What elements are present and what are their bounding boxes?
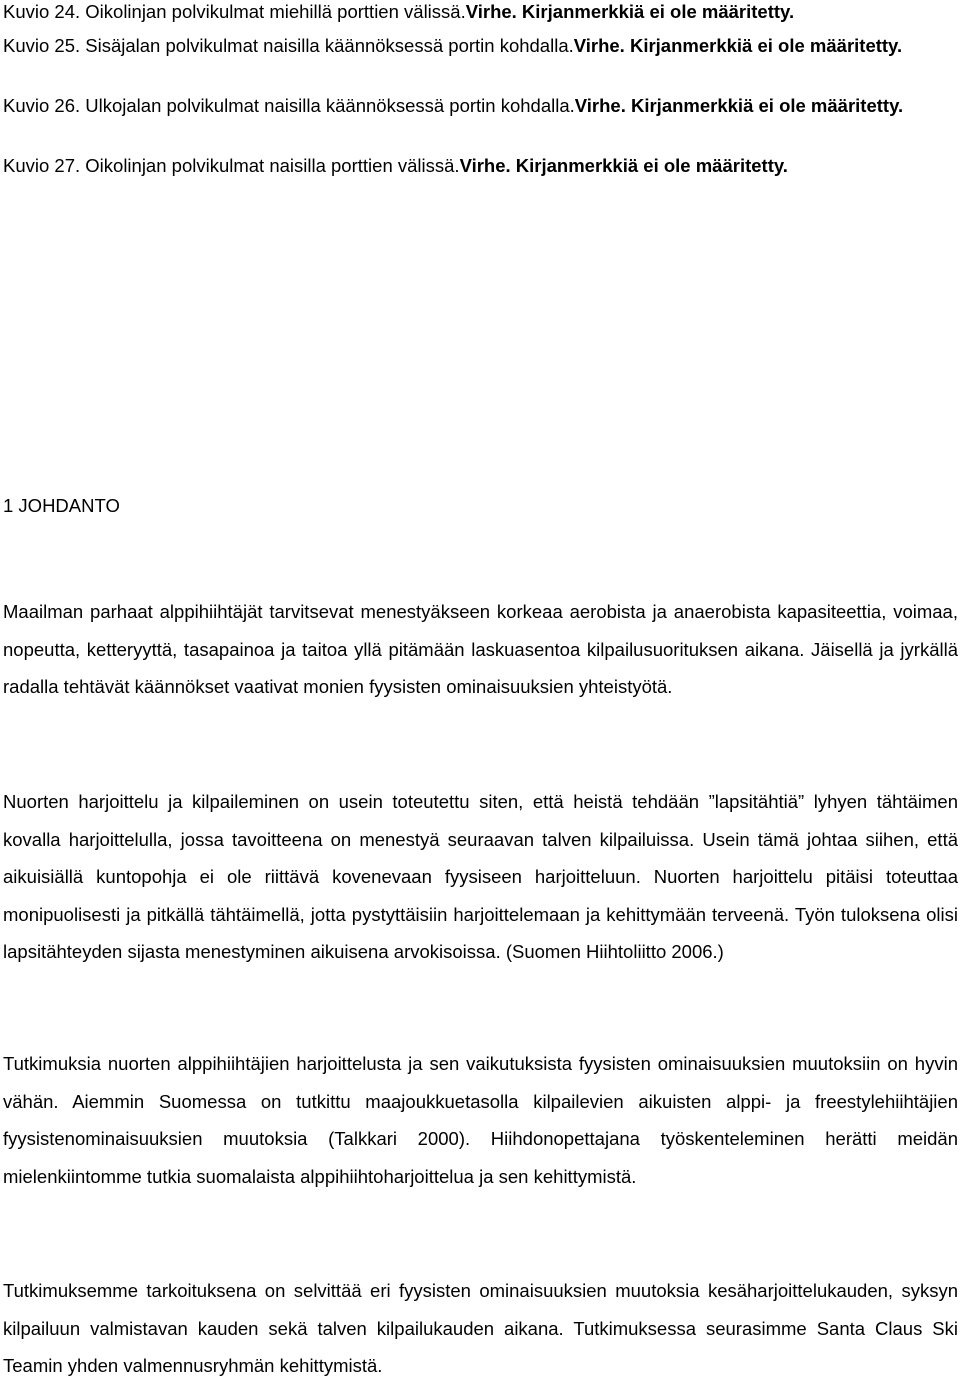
figure-bookmark-note: Kirjanmerkkiä ei ole määritetty. xyxy=(510,155,788,176)
figure-caption: Kuvio 25. Sisäjalan polvikulmat naisilla käännöksessä portin kohdalla. xyxy=(3,35,574,56)
figure-bookmark-note: Kirjanmerkkiä ei ole määritetty. xyxy=(516,1,795,22)
figure-list-entry[interactable] xyxy=(3,95,958,117)
figure-list-entry[interactable] xyxy=(3,1,958,23)
figure-error: Virhe. xyxy=(573,35,625,56)
figure-list-entry[interactable] xyxy=(3,155,958,177)
section-heading: 1 JOHDANTO xyxy=(3,495,120,516)
figure-bookmark-note: Kirjanmerkkiä ei ole määritetty. xyxy=(625,95,904,116)
body-paragraph: Tutkimuksia nuorten alppihiihtäjien harjoittelusta ja sen vaikutuksista fyysisten ominaisuuksien muutoksiin on hyvin vähän. Aiemmin Suomessa on tutkittu maajoukkuetasolla kilpailevien aikuisten alppi- ja freestylehiihtäjien fyysistenominaisuuksien muutoksia (Talkkari 2000). Hiihdonopettajana työskenteleminen herätti meidän mielenkiintomme tutkia suomalaista alppihiihtoharjoittelua ja sen kehittymistä. xyxy=(3,1053,958,1187)
figure-list-entry[interactable] xyxy=(3,35,958,57)
figure-caption: Kuvio 24. Oikolinjan polvikulmat miehillä porttien välissä. xyxy=(3,1,466,22)
figure-error: Virhe. xyxy=(459,155,511,176)
figure-error: Virhe. xyxy=(574,95,626,116)
body-paragraph: Nuorten harjoittelu ja kilpaileminen on usein toteutettu siten, että heistä tehdään ”lapsitähtiä” lyhyen tähtäimen kovalla harjoittelulla, jossa tavoitteena on menestyä seuraavan talven kilpailuissa. Usein tämä johtaa siihen, että aikuisiällä kuntopohja ei ole riittävä kovenevaan fyysiseen harjoitteluun. Nuorten harjoittelu pitäisi toteuttaa monipuolisesti ja pitkällä tähtäimellä, jotta pystyttäisiin harjoittelemaan ja kehittymään terveenä. Työn tuloksena olisi lapsitähteyden sijasta menestyminen aikuisena arvokisoissa. (Suomen Hiihtoliitto 2006.) xyxy=(3,791,958,963)
figure-error: Virhe. xyxy=(465,1,517,22)
body-paragraph: Maailman parhaat alppihiihtäjät tarvitsevat menestyäkseen korkeaa aerobista ja anaerobista kapasiteettia, voimaa, nopeutta, ketteryyttä, tasapainoa ja taitoa yllä pitämään laskuasentoa kilpailusuorituksen aikana. Jäisellä ja jyrkällä radalla tehtävät käännökset vaativat monien fyysisten ominaisuuksien yhteistyötä. xyxy=(3,601,958,698)
figure-caption: Kuvio 26. Ulkojalan polvikulmat naisilla käännöksessä portin kohdalla. xyxy=(3,95,575,116)
figure-caption: Kuvio 27. Oikolinjan polvikulmat naisilla porttien välissä. xyxy=(3,155,460,176)
figure-bookmark-note: Kirjanmerkkiä ei ole määritetty. xyxy=(624,35,903,56)
body-paragraph: Tutkimuksemme tarkoituksena on selvittää eri fyysisten ominaisuuksien muutoksia kesäharjoittelukauden, syksyn kilpailuun valmistavan kauden sekä talven kilpailukauden aikana. Tutkimuksessa seurasimme Santa Claus Ski Teamin yhden valmennusryhmän kehittymistä. xyxy=(3,1280,958,1377)
